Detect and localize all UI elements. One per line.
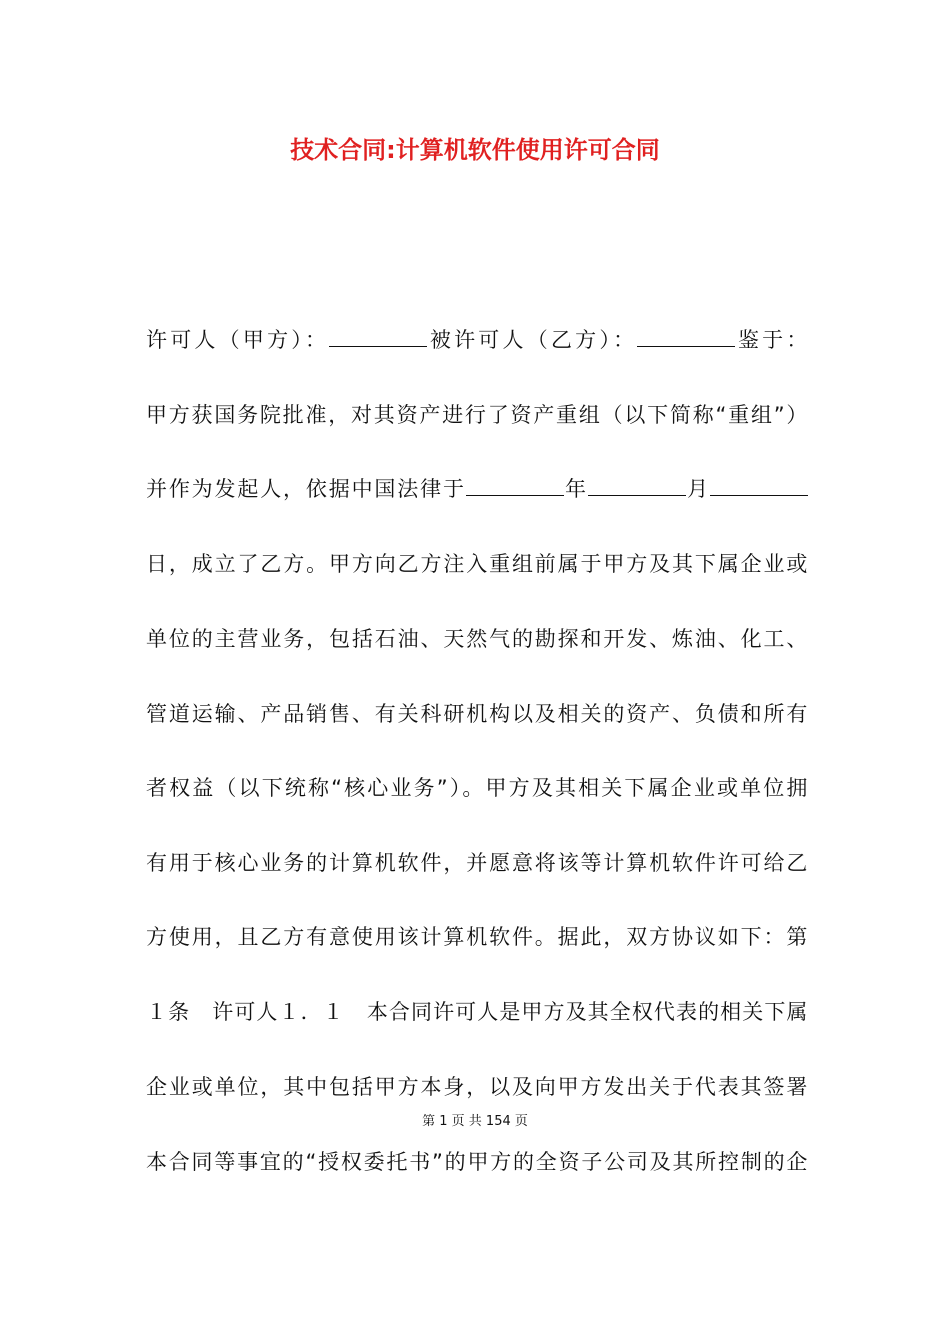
paragraph-line-4: 日，成立了乙方。甲方向乙方注入重组前属于甲方及其下属企业或 <box>146 552 808 576</box>
document-title: 技术合同:计算机软件使用许可合同 <box>290 136 660 164</box>
licensor-label: 许可人（甲方）： <box>146 328 330 352</box>
paragraph-line-1 <box>146 325 808 355</box>
licensee-blank <box>637 326 735 347</box>
paragraph-line-7: 者权益（以下统称“核心业务”）。甲方及其相关下属企业或单位拥 <box>146 776 808 800</box>
day-blank <box>710 475 808 496</box>
paragraph-line-12: 本合同等事宜的“授权委托书”的甲方的全资子公司及其所控制的企 <box>146 1150 808 1174</box>
paragraph-line-10: １条 许可人１．１ 本合同许可人是甲方及其全权代表的相关下属 <box>146 1000 808 1024</box>
paragraph-line-2: 甲方获国务院批准，对其资产进行了资产重组（以下简称“重组”） <box>146 403 808 427</box>
paragraph-line-5: 单位的主营业务，包括石油、天然气的勘探和开发、炼油、化工、 <box>146 627 808 651</box>
paragraph-line-8: 有用于核心业务的计算机软件，并愿意将该等计算机软件许可给乙 <box>146 851 808 875</box>
paragraph-line-3 <box>146 474 808 504</box>
whereas-label: 鉴于： <box>735 328 808 352</box>
year-label: 年 <box>563 477 588 501</box>
page-footer: 第 1 页 共 154 页 <box>422 1114 528 1129</box>
month-label: 月 <box>685 477 710 501</box>
paragraph-line-6: 管道运输、产品销售、有关科研机构以及相关的资产、负债和所有 <box>146 702 808 726</box>
year-blank <box>466 475 564 496</box>
licensor-blank <box>329 326 427 347</box>
paragraph-line-9: 方使用，且乙方有意使用该计算机软件。据此，双方协议如下：第 <box>146 925 808 949</box>
founding-text: 并作为发起人，依据中国法律于 <box>146 477 466 501</box>
month-blank <box>588 475 686 496</box>
licensee-label: 被许可人（乙方）： <box>427 328 638 352</box>
paragraph-line-11: 企业或单位，其中包括甲方本身，以及向甲方发出关于代表其签署 <box>146 1075 808 1099</box>
